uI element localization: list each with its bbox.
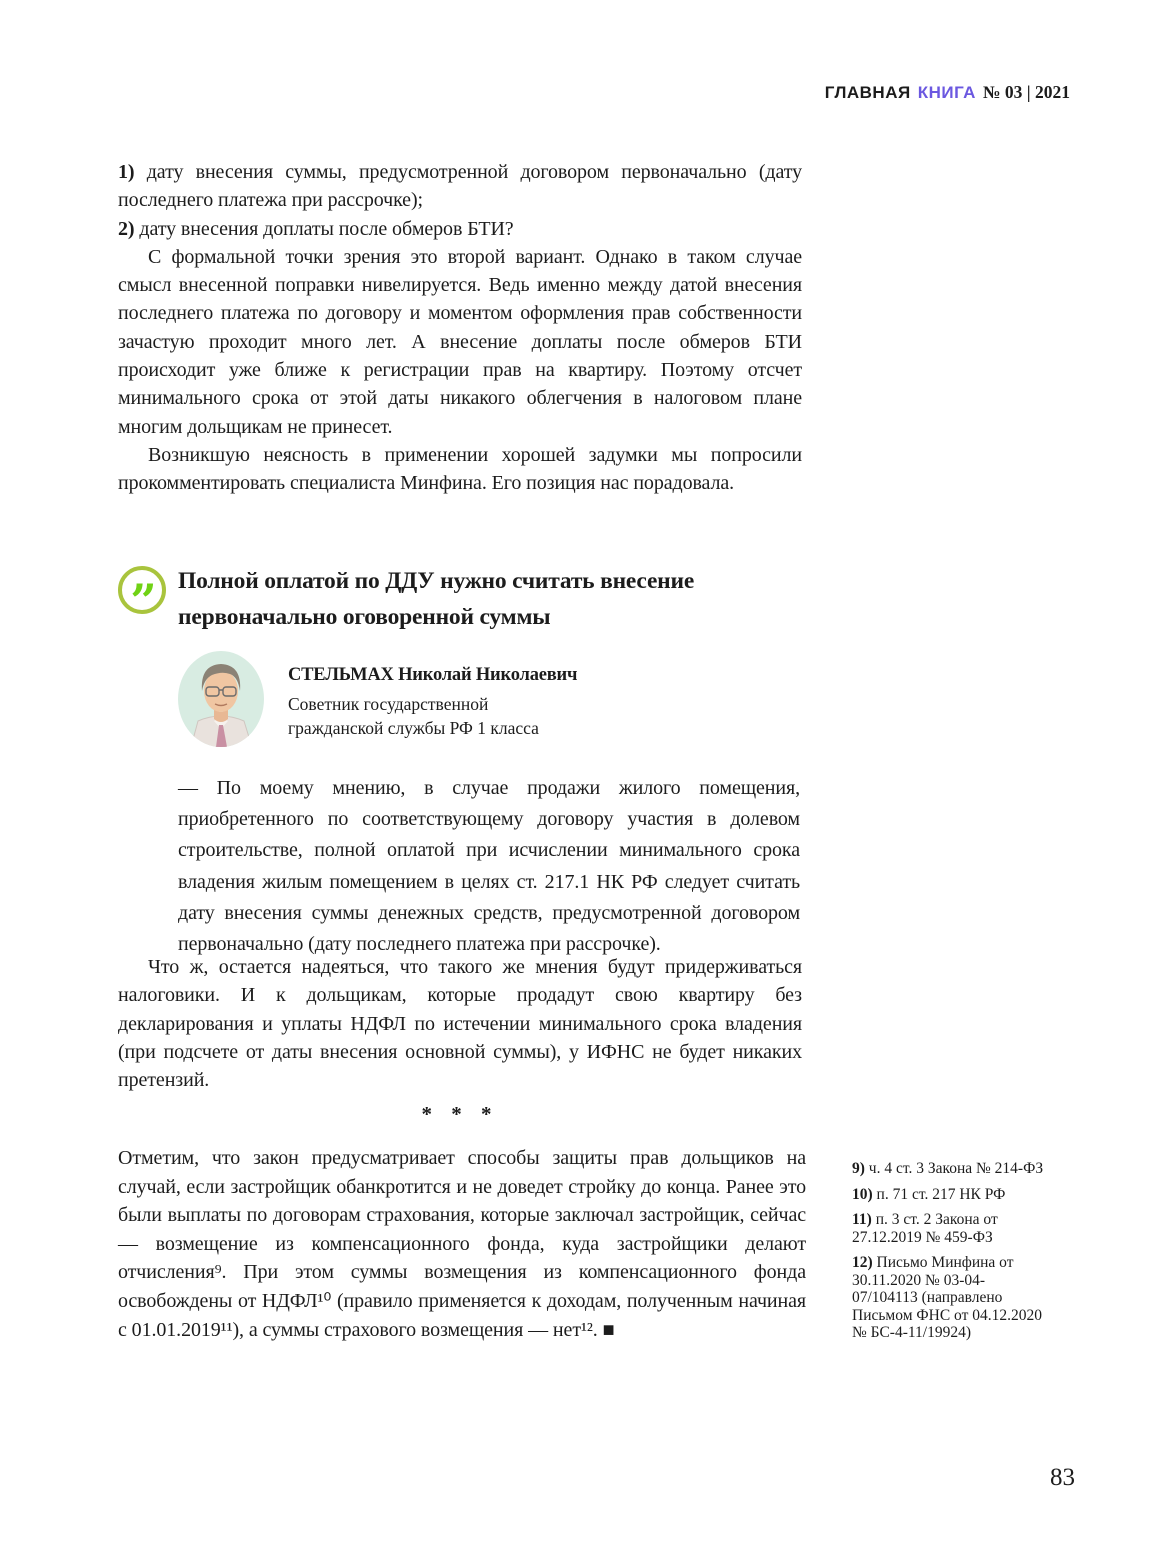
running-head <box>825 82 1070 103</box>
page-number: 83 <box>1050 1464 1075 1491</box>
footnote-10-number: 10) <box>852 1185 873 1203</box>
magazine-name-black: ГЛАВНАЯ <box>824 83 911 102</box>
footnote-9-number: 9) <box>852 1160 865 1177</box>
article-body-column <box>118 158 802 498</box>
footnote-11-text: п. 3 ст. 2 Закона от 27.12.2019 № 459-ФЗ <box>852 1211 998 1246</box>
expert-photo-avatar <box>178 651 264 747</box>
section-separator: * * * <box>421 1102 499 1126</box>
footnote-9-text: ч. 4 ст. 3 Закона № 214-ФЗ <box>868 1160 1044 1177</box>
expert-title-line2: гражданской службы РФ 1 класса <box>288 718 539 738</box>
closing-paragraph: Что ж, остается надеяться, что такого же мнения будут придерживаться налоговики. И к дольщикам, которые продадут свою квартиру без декларирования и уплаты НДФЛ по истечении минимального срока владения (при подсчете от даты внесения основной суммы), у ИФНС не будет никаких претензий. <box>118 956 802 1092</box>
margin-footnotes <box>852 1160 1048 1350</box>
expert-quote-block <box>118 563 802 960</box>
list-item-1 <box>118 158 802 215</box>
footnote-12-number: 12) <box>852 1254 873 1271</box>
magazine-name-accent: КНИГА <box>917 83 976 102</box>
expert-name: СТЕЛЬМАХ Николай Николаевич <box>288 665 578 685</box>
footnote-11-number: 11) <box>852 1211 872 1228</box>
expert-meta <box>288 651 577 747</box>
expert-row <box>178 651 802 747</box>
footnote-11 <box>852 1211 1048 1246</box>
quote-heading: Полной оплатой по ДДУ нужно считать внесение первоначально оговоренной суммы <box>178 568 695 630</box>
quote-icon <box>118 566 166 628</box>
body-paragraph-formal: С формальной точки зрения это второй вариант. Однако в таком случае смысл внесенной поправки нивелируется. Ведь именно между датой внесения последнего платежа по договору и моментом оформления прав собственности зачастую проходит много лет. А внесение доплаты после обмеров БТИ происходит уже ближе к регистрации прав на квартиру. Поэтому отсчет минимального срока от этой даты никакого облегчения в налоговом плане многим дольщикам не принесет. <box>118 245 802 438</box>
footnote-12-text: Письмо Минфина от 30.11.2020 № 03-04-07/104113 (направлено Письмом ФНС от 04.12.2020 № БС-4-11/19924) <box>852 1254 1042 1341</box>
footnote-9 <box>852 1160 1048 1178</box>
list-item-1-text: дату внесения суммы, предусмотренной договором первоначально (дату последнего платежа при рассрочке); <box>118 161 802 212</box>
expert-title-line1: Советник государственной <box>288 694 489 714</box>
list-item-2-number: 2) <box>118 217 135 240</box>
closing-column <box>118 953 802 1094</box>
footnote-10-text: п. 71 ст. 217 НК РФ <box>876 1185 1006 1203</box>
final-column <box>118 1144 806 1344</box>
issue-number: № 03 | 2021 <box>982 82 1070 102</box>
list-item-2 <box>118 215 802 243</box>
list-item-2-text: дату внесения доплаты после обмеров БТИ? <box>139 217 514 240</box>
body-paragraph-intro-quote: Возникшую неясность в применении хорошей задумки мы попросили прокомментировать специалиста Минфина. Его позиция нас порадовала. <box>118 443 802 495</box>
quote-glyph: ” <box>130 574 154 628</box>
footnote-10 <box>852 1186 1048 1204</box>
final-paragraph: Отметим, что закон предусматривает способы защиты прав дольщиков на случай, если застройщик обанкротится и не доведет стройку до конца. Ранее это были выплаты по договорам страхования, которые заключал застройщик, сейчас — возмещение из компенсационного фонда, куда застройщики делают отчисления⁹. При этом суммы возмещения из компенсационного фонда освобождены от НДФЛ¹⁰ (правило применяется к доходам, полученным начиная с 01.01.2019¹¹), а суммы страхового возмещения — нет¹². ■ <box>118 1147 806 1341</box>
list-item-1-number: 1) <box>118 161 135 183</box>
quote-text: — По моему мнению, в случае продажи жилого помещения, приобретенного по соответствующему договору участия в долевом строительстве, полной оплатой при исчислении минимального срока владения жилым помещением в целях ст. 217.1 НК РФ следует считать дату внесения суммы денежных средств, предусмотренной договором первоначально (дату последнего платежа при рассрочке). <box>178 777 800 956</box>
footnote-12 <box>852 1254 1048 1342</box>
